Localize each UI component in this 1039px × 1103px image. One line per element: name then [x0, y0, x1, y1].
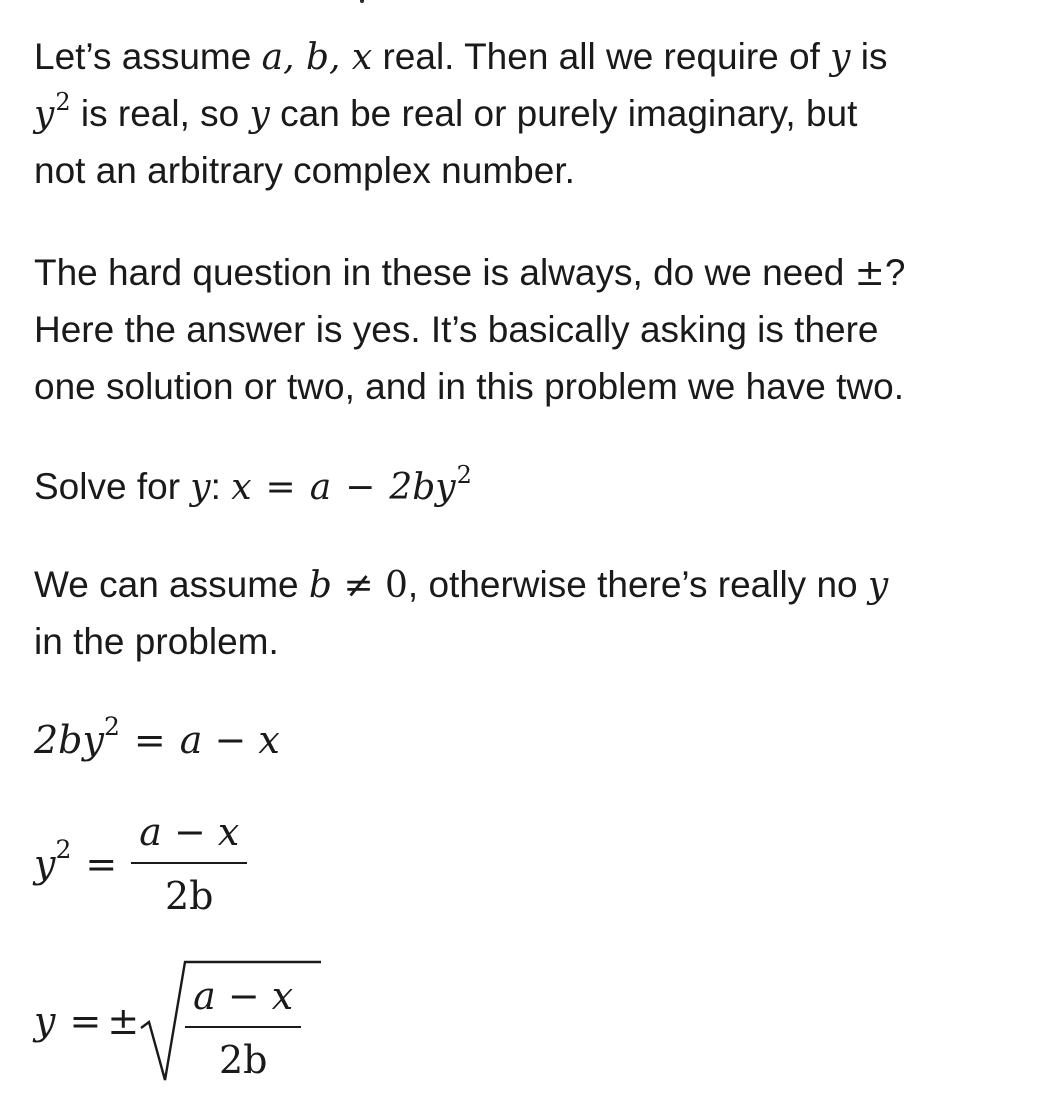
fraction-denominator: 2b: [165, 874, 214, 918]
math-exponent: 2: [55, 835, 72, 864]
fraction-numerator: a − x: [193, 974, 294, 1018]
paragraph-line: [34, 85, 1024, 142]
paragraph-line: [34, 244, 1024, 301]
math-variable: y: [249, 94, 270, 135]
text-span: :: [210, 466, 232, 507]
math-exponent: 2: [55, 88, 71, 116]
paragraph-line: not an arbitrary complex number.: [34, 150, 575, 191]
paragraph-line: in the problem.: [34, 621, 279, 662]
answer-body: [34, 0, 1024, 1103]
math-equals: =: [85, 842, 118, 886]
paragraph-line: Here the answer is yes. It’s basically asking is there: [34, 309, 879, 350]
paragraph-assumptions: [34, 28, 1024, 199]
equation-y-solution: [34, 958, 321, 1084]
text-span: We can assume: [34, 564, 309, 605]
fraction-denominator: 2b: [218, 1038, 268, 1082]
math-variables: a, b, x: [261, 37, 373, 78]
equation-rhs: a − x: [179, 718, 280, 762]
text-span: The hard question in these is always, do we need: [34, 252, 855, 293]
math-variable: b: [308, 565, 332, 606]
cropped-glyph-fragment: [360, 0, 364, 3]
math-zero: 0: [385, 565, 408, 606]
text-span: real. Then all we require of: [372, 36, 831, 77]
paragraph-line: [34, 556, 1024, 613]
math-minus: −: [345, 467, 376, 508]
text-span: is: [850, 36, 888, 77]
text-span: ?: [884, 252, 906, 293]
math-variable: x: [231, 467, 252, 508]
paragraph-solve-for: [34, 458, 1024, 515]
fraction-numerator: a − x: [139, 810, 240, 854]
math-plus-minus: ±: [854, 253, 885, 294]
math-term: 2by: [389, 467, 456, 508]
math-equals: =: [133, 718, 166, 762]
text-span: is real, so: [70, 93, 250, 134]
math-variable: y: [867, 565, 889, 606]
math-not-equal: ≠: [331, 565, 385, 606]
text-span: Solve for: [34, 466, 191, 507]
math-variable: y: [830, 37, 851, 78]
text-span: , otherwise there’s really no: [407, 564, 868, 605]
equation-2by2: [34, 712, 280, 769]
equation-lhs: 2by: [34, 718, 104, 762]
equation-lhs: y: [34, 842, 56, 886]
equation-lhs: y: [34, 999, 56, 1043]
math-variable: y: [190, 467, 211, 508]
math-exponent: 2: [456, 461, 472, 489]
paragraph-plus-minus: [34, 244, 1024, 415]
text-span: Let’s assume: [34, 36, 262, 77]
math-equals: =: [69, 999, 102, 1043]
math-variable: y: [34, 94, 55, 135]
paragraph-line: [34, 458, 1024, 515]
math-plus-minus: ±: [107, 999, 140, 1043]
fraction: [185, 972, 301, 1084]
paragraph-b-nonzero: [34, 556, 1024, 670]
math-exponent: 2: [103, 712, 120, 741]
paragraph-line: one solution or two, and in this problem we have two.: [34, 366, 904, 407]
paragraph-line: [34, 28, 1024, 85]
square-root: [139, 958, 321, 1084]
text-span: can be real or purely imaginary, but: [269, 93, 858, 134]
fraction: [131, 808, 247, 920]
equation-y-squared: [34, 808, 247, 920]
math-equals: =: [265, 467, 296, 508]
math-variable: a: [309, 467, 332, 508]
